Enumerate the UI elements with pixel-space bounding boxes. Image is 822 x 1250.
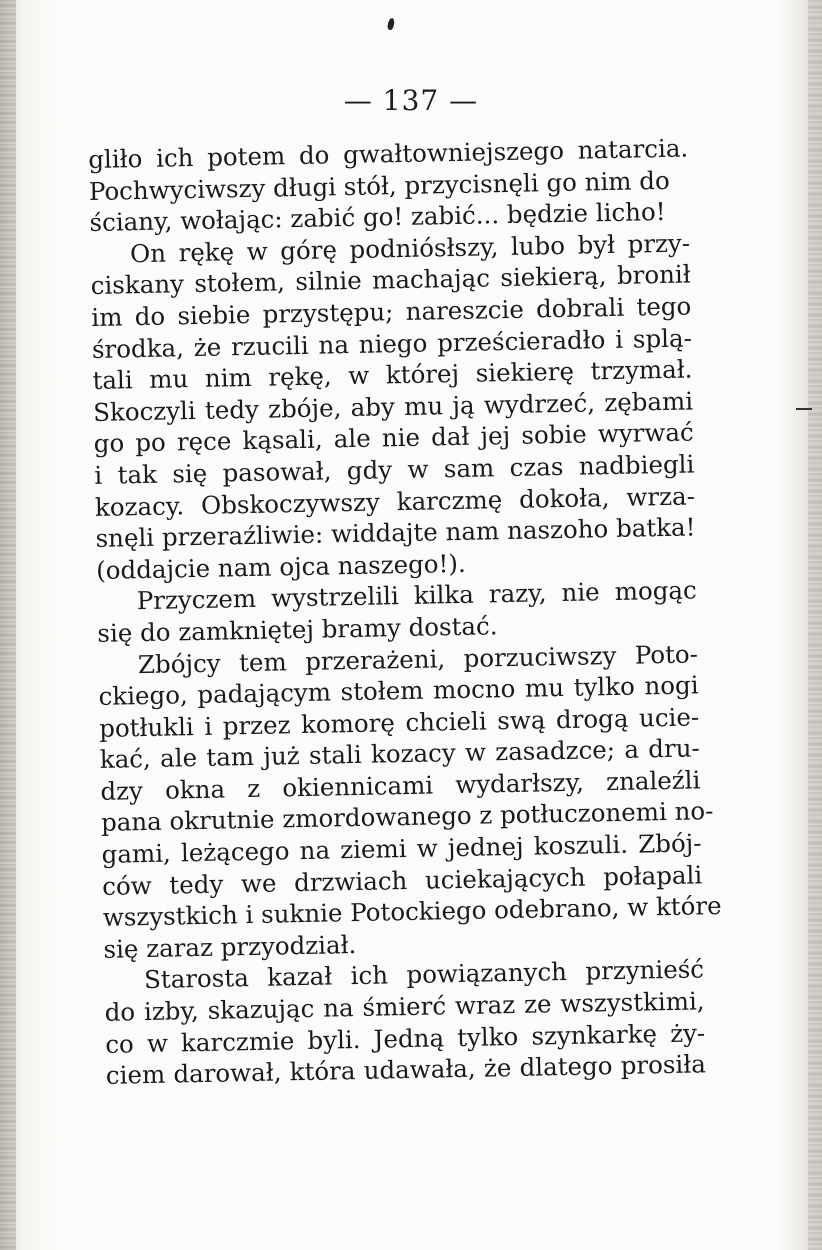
text-line: Starosta kazał ich powiązanych przynieść [143,954,705,995]
text-line: kać, ale tam już stali kozacy w zasadzce; a dru- [99,733,700,775]
text-line: ców tedy we drzwiach uciekających połapali [101,860,703,901]
text-line: (oddajcie nam ojca naszego!). [95,548,466,585]
text-line: snęli przeraźliwie: widdajte nam naszoho batka! [95,512,696,554]
text-line: ciem darował, która udawała, że dlatego prosiła [105,1049,707,1091]
body-text [88,132,722,1091]
text-line: środka, że rzucili na niego prześcieradło i splą- [91,323,693,364]
text-line: gami, leżącego na ziemi w jednej koszuli. Zbój- [101,828,702,869]
text-line: im do siebie przystępu; nareszcie dobrali tego [91,291,692,332]
text-line: kozacy. Obskoczywszy karczmę dokoła, wrza- [94,480,696,522]
text-line: ckiego, padającym stołem mocno mu tylko nogi [98,670,699,711]
text-line: Zbójcy tem przerażeni, porzuciwszy Poto- [137,638,699,679]
text-line: się do zamkniętej bramy dostać. [97,611,498,648]
text-line: Skoczyli tedy zbóje, aby mu ją wydrzeć, zębami [92,386,694,427]
text-line: ciskany stołem, silnie machając siekierą, bronił [90,259,691,301]
page-number: — 137 — [343,84,479,117]
text-line: co w karczmie byli. Jedną tylko szynkarkę ży- [105,1017,706,1059]
text-line: wszystkich i suknie Potockiego odebrano, w które [102,891,722,933]
page-left-edge [0,0,16,1250]
text-line: Przyczem wystrzelili kilka razy, nie mogąc [136,575,697,616]
text-line: do izby, skazując na śmierć wraz ze wszystkimi, [104,986,705,1027]
text-line: się zaraz przyodział. [103,929,357,964]
ink-mark [387,18,395,31]
margin-mark [796,408,812,410]
text-line: On rękę w górę podniósłszy, lubo był przy- [129,228,691,268]
text-line: go po ręce kąsali, ale nie dał jej sobie wyrwać [93,417,694,459]
text-line: potłukli i przez komorę chcieli swą drogą ucie- [98,702,700,743]
text-line: tali mu nim rękę, w której siekierę trzymał. [92,354,693,396]
text-line: gliło ich potem do gwałtowniejszego natarcia. [88,133,689,174]
text-line: ściany, wołając: zabić go! zabić... będzie licho! [89,197,666,238]
text-line: i tak się pasował, gdy w sam czas nadbiegli [94,449,695,490]
text-line: dzy okna z okiennicami wydarłszy, znaleźli [100,765,701,806]
page-right-edge [808,0,822,1250]
text-line: pana okrutnie zmordowanego z potłuczonemi no- [100,796,714,838]
text-line: Pochwyciwszy długi stół, przycisnęli go nim do [88,165,670,206]
